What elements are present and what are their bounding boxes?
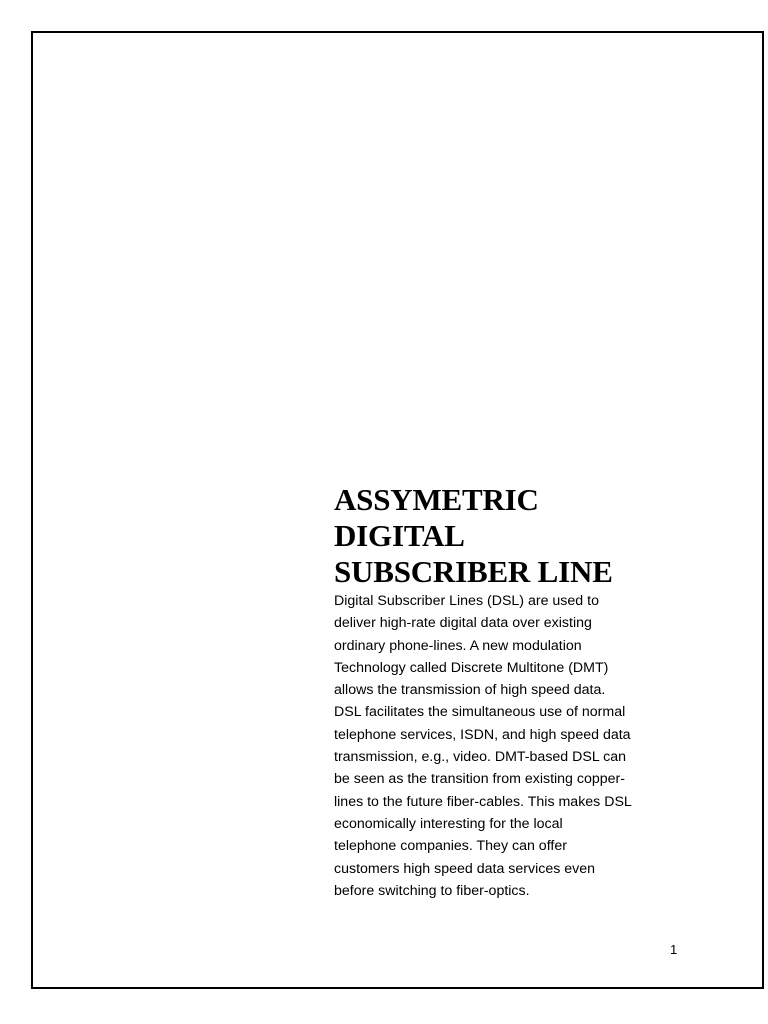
body-line: allows the transmission of high speed data. [334,682,606,699]
body-line: transmission, e.g., video. DMT-based DSL can [334,749,627,766]
body-line: before switching to fiber-optics. [334,882,530,899]
body-line: ordinary phone-lines. A new modulation [334,637,582,654]
content-block [334,482,674,902]
body-line: telephone companies. They can offer [334,838,567,855]
title-line: ASSYMETRIC [334,482,539,517]
body-line: be seen as the transition from existing copper- [334,771,625,788]
body-line: Digital Subscriber Lines (DSL) are used to [334,593,599,609]
body-line: telephone services, ISDN, and high speed data [334,726,631,743]
body-line: DSL facilitates the simultaneous use of normal [334,704,626,721]
title-line: DIGITAL [334,518,465,553]
body-line: economically interesting for the local [334,815,563,832]
body-line: lines to the future fiber-cables. This makes DSL [334,793,632,810]
page-number: 1 [670,942,678,957]
document-title [334,482,674,590]
document-body [334,590,674,902]
body-line: customers high speed data services even [334,860,596,877]
body-line: Technology called Discrete Multitone (DMT) [334,659,609,676]
body-line: deliver high-rate digital data over existing [334,615,592,632]
title-line: SUBSCRIBER LINE [334,554,613,589]
